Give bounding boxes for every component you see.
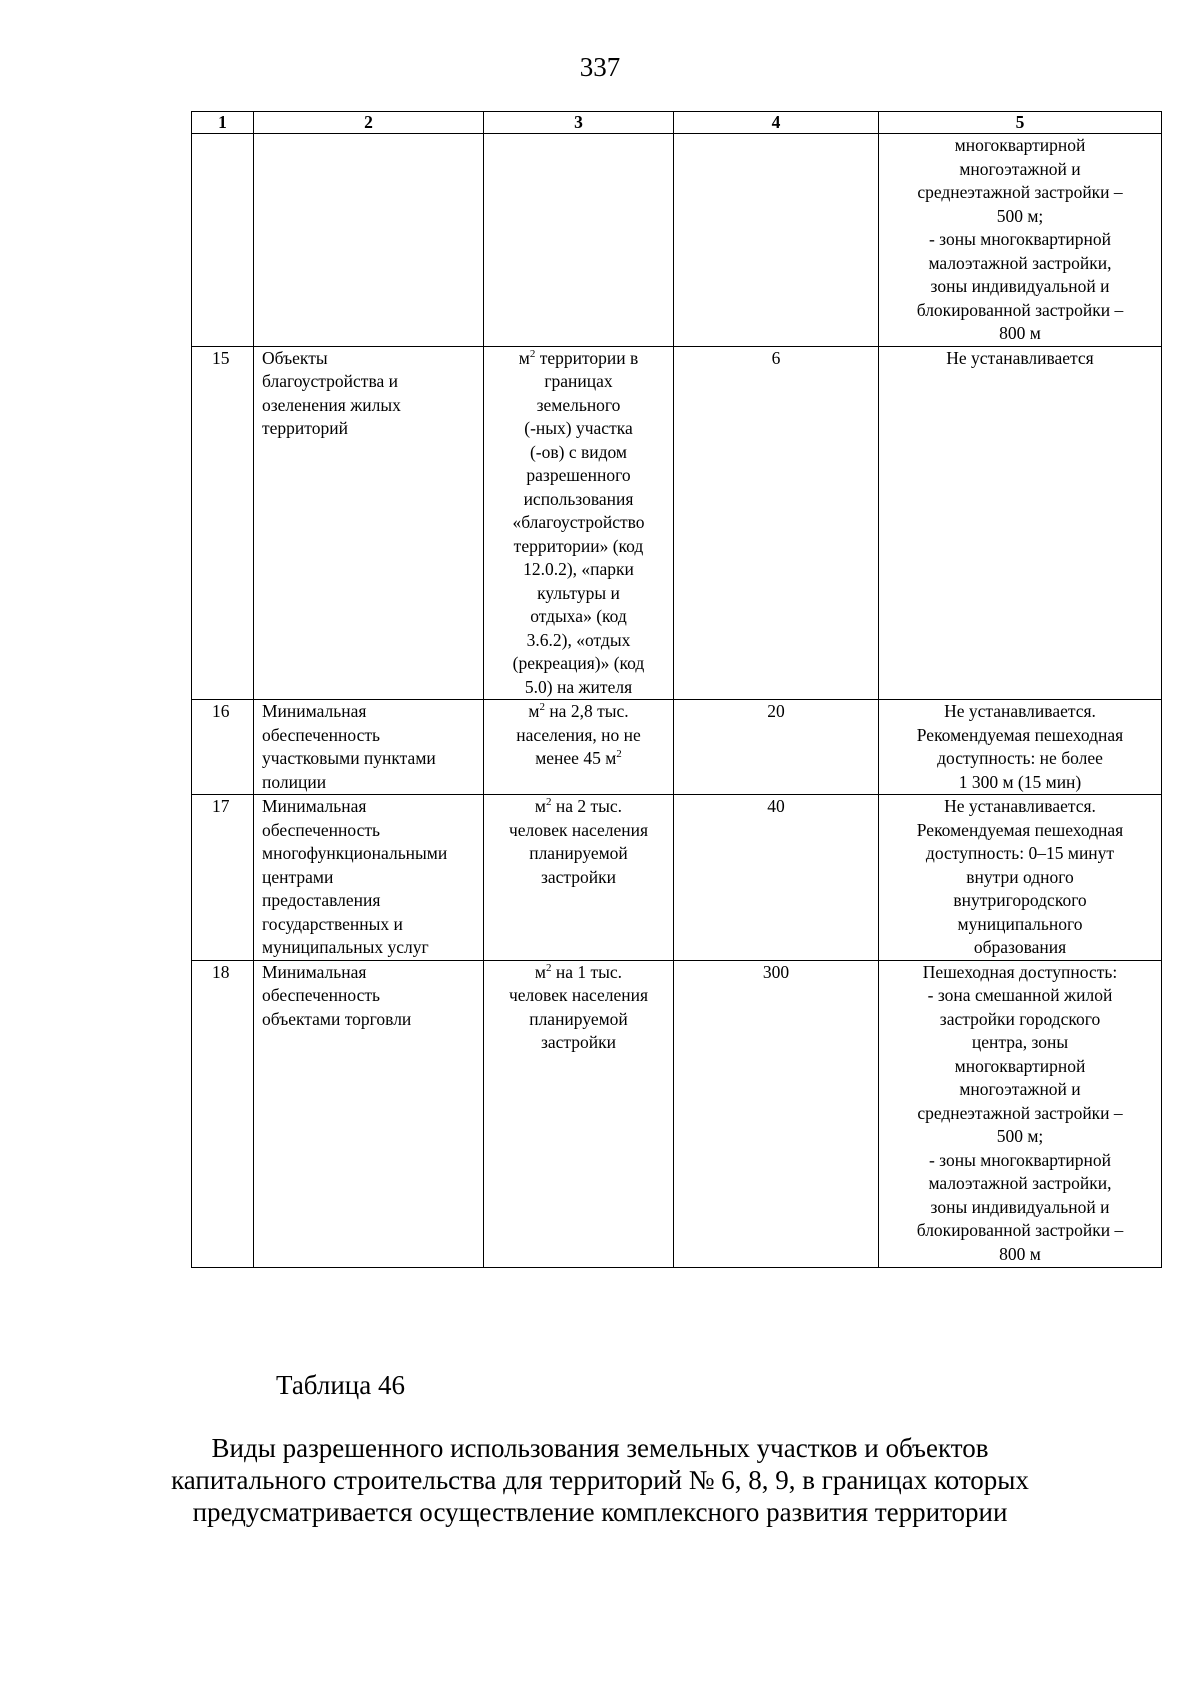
unit-prefix: м: [528, 701, 540, 721]
unit-prefix: м: [518, 347, 530, 368]
cell-access: Не устанавливается. Рекомендуемая пешеходная доступность: 0–15 минут внутри одного внутригородского муниципального образования: [879, 795, 1162, 961]
table-row: [192, 795, 1162, 961]
norms-table: [191, 111, 1162, 1268]
section-heading: Виды разрешенного использования земельных участков и объектов капитального строительства для территорий № 6, 8, 9, в границах которых предусматривается осуществление комплексного развития территории: [171, 1433, 1029, 1527]
page-number: 337: [579, 52, 621, 82]
cell-value: 6: [674, 346, 879, 700]
unit-text: на 2,8 тыс. населения, но не менее 45 м: [516, 701, 641, 768]
table-row-continuation: [192, 134, 1162, 347]
table-row: [192, 700, 1162, 795]
cell-indicator-name: Минимальная обеспеченность объектами торговли: [254, 960, 484, 1267]
cell-number: 17: [192, 795, 254, 961]
cell-empty: [192, 134, 254, 347]
cell-access: Не устанавливается. Рекомендуемая пешеходная доступность: не более 1 300 м (15 мин): [879, 700, 1162, 795]
cell-number: 16: [192, 700, 254, 795]
cell-number: 18: [192, 960, 254, 1267]
unit-superscript: 2: [546, 961, 552, 974]
header-cell-3: 3: [484, 112, 674, 134]
unit-superscript: 2: [529, 347, 536, 360]
cell-value: 300: [674, 960, 879, 1267]
header-cell-5: 5: [879, 112, 1162, 134]
table-caption: Таблица 46: [276, 1370, 405, 1400]
table-row: [192, 960, 1162, 1267]
cell-unit: [484, 960, 674, 1267]
cell-unit: [484, 795, 674, 961]
cell-unit: [484, 700, 674, 795]
header-cell-2: 2: [254, 112, 484, 134]
cell-empty: [674, 134, 879, 347]
unit-text: на 2 тыс. человек населения планируемой застройки: [508, 796, 649, 887]
cell-value: 40: [674, 795, 879, 961]
unit-text: на 1 тыс. человек населения планируемой застройки: [508, 961, 649, 1052]
unit-superscript: 2: [546, 796, 552, 808]
cell-value: 20: [674, 700, 879, 795]
cell-access: многоквартирной многоэтажной и среднеэтажной застройки – 500 м; - зоны многоквартирной малоэтажной застройки, зоны индивидуальной и блокированной застройки – 800 м: [879, 134, 1162, 347]
cell-indicator-name: Объекты благоустройства и озеленения жилых территорий: [254, 346, 484, 700]
cell-empty: [484, 134, 674, 347]
unit-superscript: 2: [539, 701, 545, 713]
unit-superscript: 2: [616, 748, 622, 760]
cell-access: Пешеходная доступность: - зона смешанной жилой застройки городского центра, зоны многоквартирной многоэтажной и среднеэтажной застройки – 500 м; - зоны многоквартирной малоэтажной застройки, зоны индивидуальной и блокированной застройки – 800 м: [879, 960, 1162, 1267]
table-header-row: [192, 112, 1162, 134]
header-cell-1: 1: [192, 112, 254, 134]
cell-number: 15: [192, 346, 254, 700]
unit-prefix: м: [534, 796, 546, 816]
header-cell-4: 4: [674, 112, 879, 134]
unit-prefix: м: [534, 961, 546, 982]
table-row: [192, 346, 1162, 700]
cell-indicator-name: Минимальная обеспеченность участковыми пунктами полиции: [254, 700, 484, 795]
cell-unit: [484, 346, 674, 700]
unit-text: территории в границах земельного (-ных) участка (-ов) с видом разрешенного использования «благоустройство территории» (код 12.0.2), «парки культуры и отдыха» (код 3.6.2), «отдых (рекреация)» (код 5.0) на жителя: [512, 347, 645, 697]
cell-indicator-name: Минимальная обеспеченность многофункциональными центрами предоставления государственных и муниципальных услуг: [254, 795, 484, 961]
cell-access: Не устанавливается: [879, 346, 1162, 700]
cell-empty: [254, 134, 484, 347]
